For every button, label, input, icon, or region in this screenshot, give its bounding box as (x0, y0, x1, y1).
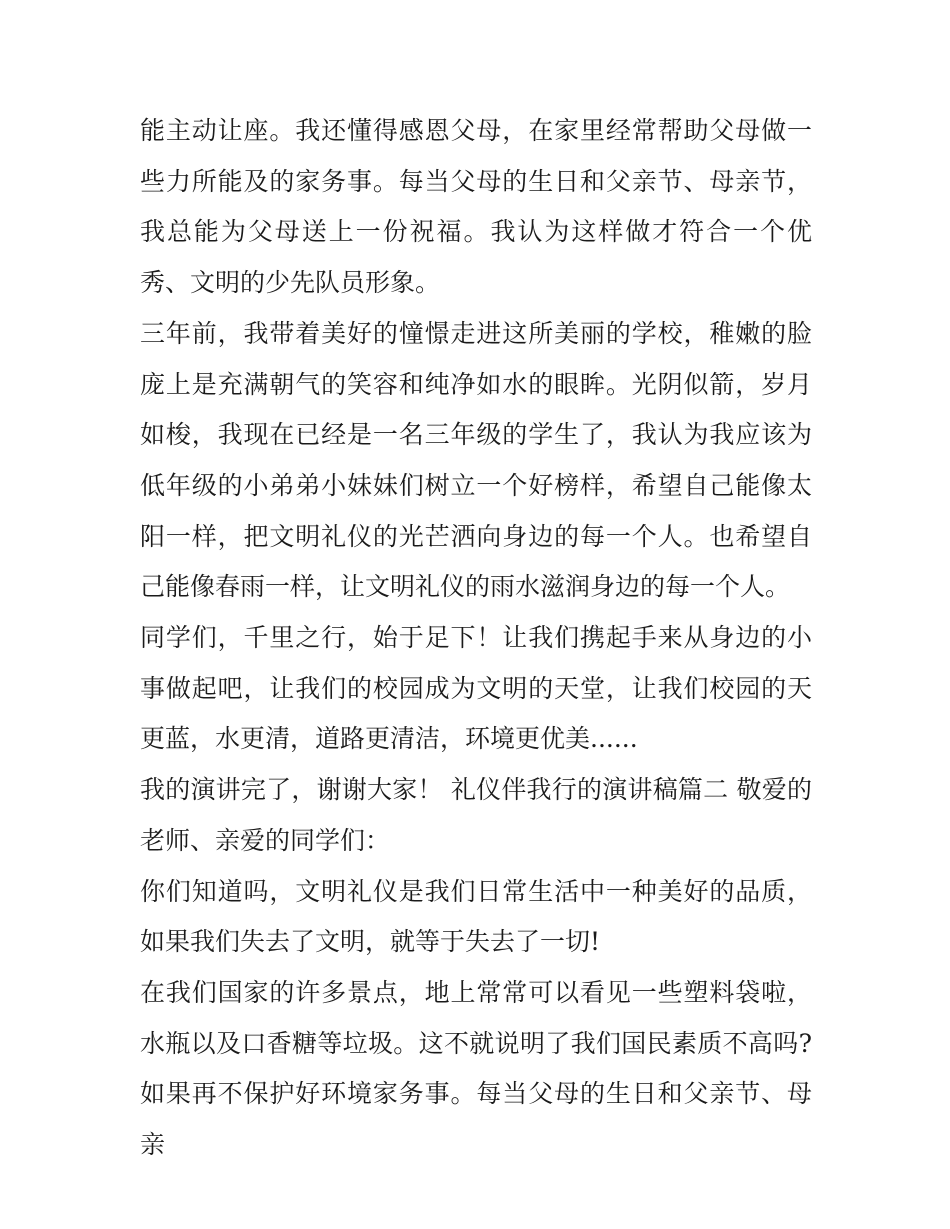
paragraph-4: 我的演讲完了，谢谢大家！ 礼仪伴我行的演讲稿篇二 敬爱的老师、亲爱的同学们： (140, 775, 812, 855)
paragraph-3: 同学们，千里之行，始于足下！让我们携起手来从身边的小事做起吧，让我们的校园成为文明的天堂，让我们校园的天更蓝，水更清，道路更清洁，环境更优美...... (140, 623, 812, 754)
paragraph-2: 三年前，我带着美好的憧憬走进这所美丽的学校，稚嫩的脸庞上是充满朝气的笑容和纯净如水的眼眸。光阴似箭，岁月如梭，我现在已经是一名三年级的学生了，我认为我应该为低年级的小弟弟小妹妹们树立一个好榜样，希望自己能像太阳一样，把文明礼仪的光芒洒向身边的每一个人。也希望自己能像春雨一样，让文明礼仪的雨水滋润身边的每一个人。 (140, 318, 812, 602)
paragraph-5: 你们知道吗，文明礼仪是我们日常生活中一种美好的品质，如果我们失去了文明，就等于失去了一切! (140, 876, 812, 957)
paragraph-1: 能主动让座。我还懂得感恩父母，在家里经常帮助父母做一些力所能及的家务事。每当父母的生日和父亲节、母亲节，我总能为父母送上一份祝福。我认为这样做才符合一个优秀、文明的少先队员形象。 (140, 116, 812, 298)
paragraph-6: 在我们国家的许多景点，地上常常可以看见一些塑料袋啦，水瓶以及口香糖等垃圾。这不就说明了我们国民素质不高吗?如果再不保护好环境家务事。每当父母的生日和父亲节、母亲 (140, 977, 812, 1160)
document-body (140, 106, 812, 1171)
